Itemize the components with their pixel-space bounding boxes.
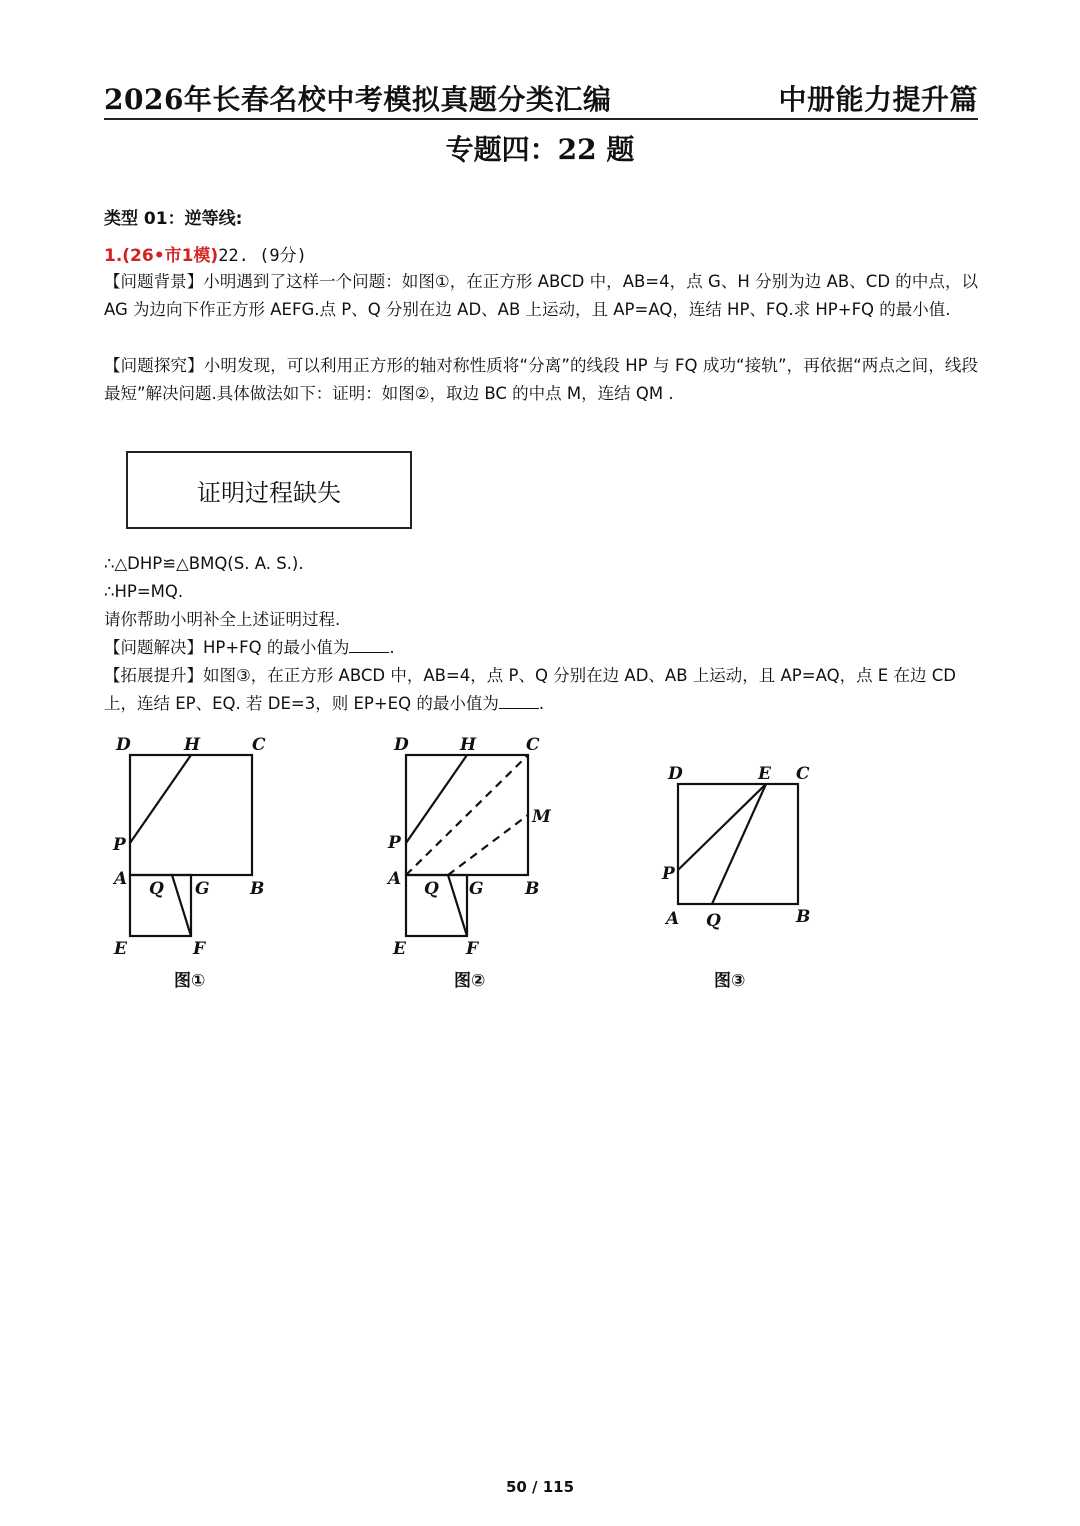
fig3-label-e: E bbox=[758, 764, 771, 784]
fig2-label-q: Q bbox=[424, 879, 439, 899]
fig3-label-q: Q bbox=[706, 911, 721, 931]
extend-line-a: 【拓展提升】如图③，在正方形 ABCD 中，AB=4，点 P、Q 分别在边 AD、AB 上运动，且 AP=AQ，点 E 在边 CD bbox=[104, 666, 956, 685]
figures-area bbox=[100, 730, 840, 1000]
geometry-figures bbox=[100, 730, 840, 1000]
answer-blank-2[interactable] bbox=[499, 692, 539, 709]
congruence-line: ∴△DHP≌△BMQ(S. A. S.). bbox=[104, 554, 304, 573]
fig3-label-a: A bbox=[666, 909, 680, 929]
fig1-label-g: G bbox=[195, 879, 210, 899]
figure-3 bbox=[678, 784, 798, 904]
problem-background: 【问题背景】小明遇到了这样一个问题：如图①，在正方形 ABCD 中，AB=4，点 G、H 分别为边 AB、CD 的中点，以 AG 为边向下作正方形 AEFG.点 P、Q 分别在边 AD、AB 上运动，且 AP=AQ，连结 HP、FQ.求 HP+FQ 的最小值. bbox=[104, 272, 978, 319]
extend-prefix: 上，连结 EP、EQ. 若 DE=3，则 EP+EQ 的最小值为 bbox=[104, 694, 499, 713]
fig3-segment-eq bbox=[712, 784, 766, 904]
fig2-segment-qm bbox=[448, 815, 528, 875]
solve-suffix: . bbox=[389, 638, 395, 657]
question-source: 1.(26•市1模) bbox=[104, 246, 219, 266]
fig2-label-p: P bbox=[388, 833, 401, 853]
solve-line bbox=[104, 634, 978, 662]
extend-suffix: . bbox=[538, 694, 545, 713]
fig2-segment-qf bbox=[448, 875, 467, 936]
fig2-label-g: G bbox=[469, 879, 484, 899]
fig2-label-d: D bbox=[394, 735, 409, 755]
extend-line-b bbox=[104, 690, 978, 718]
instruction-line: 请你帮助小明补全上述证明过程. bbox=[104, 610, 341, 629]
figure-1 bbox=[130, 755, 252, 936]
equal-line: ∴HP=MQ. bbox=[104, 582, 184, 601]
answer-blank-1[interactable] bbox=[349, 636, 389, 653]
fig1-label-f: F bbox=[193, 939, 206, 959]
fig1-label-e: E bbox=[114, 939, 127, 959]
fig1-label-p: P bbox=[113, 835, 126, 855]
fig3-segment-ep bbox=[678, 784, 766, 870]
fig2-label-h: H bbox=[460, 735, 477, 755]
fig1-label-q: Q bbox=[149, 879, 164, 899]
fig2-label-a: A bbox=[388, 869, 402, 889]
missing-proof-box: 证明过程缺失 bbox=[126, 451, 412, 529]
problem-explore: 【问题探究】小明发现，可以利用正方形的轴对称性质将“分离”的线段 HP 与 FQ 成功“接轨”，再依据“两点之间，线段最短”解决问题.具体做法如下：证明：如图②，取边 BC 的中点 M，连结 QM . bbox=[104, 356, 978, 403]
fig1-label-b: B bbox=[250, 879, 265, 899]
fig3-caption: 图③ bbox=[714, 971, 746, 991]
fig2-label-f: F bbox=[466, 939, 479, 959]
fig2-label-c: C bbox=[526, 735, 540, 755]
fig3-label-b: B bbox=[796, 907, 811, 927]
fig1-label-d: D bbox=[116, 735, 131, 755]
fig1-label-c: C bbox=[252, 735, 266, 755]
page-number: 50 / 115 bbox=[505, 1478, 575, 1496]
fig3-label-c: C bbox=[796, 764, 810, 784]
fig2-label-b: B bbox=[525, 879, 540, 899]
topic-title: 专题四：22 题 bbox=[445, 133, 635, 166]
header-title: 2026年长春名校中考模拟真题分类汇编 bbox=[104, 83, 612, 116]
fig2-segment-hp bbox=[406, 755, 467, 843]
solve-prefix: 【问题解决】HP+FQ 的最小值为 bbox=[104, 638, 350, 657]
fig3-label-p: P bbox=[662, 864, 675, 884]
fig1-caption: 图① bbox=[174, 971, 206, 991]
fig1-label-h: H bbox=[184, 735, 201, 755]
fig1-segment-qf bbox=[172, 875, 191, 936]
header-section: 中册能力提升篇 bbox=[778, 83, 978, 116]
question-line bbox=[104, 241, 307, 266]
fig2-label-e: E bbox=[393, 939, 406, 959]
fig1-segment-hp bbox=[130, 755, 191, 843]
question-number: 22. (9分) bbox=[218, 246, 307, 266]
fig2-label-m: M bbox=[532, 807, 551, 827]
extend-line bbox=[104, 662, 978, 718]
fig1-label-a: A bbox=[114, 869, 128, 889]
fig3-label-d: D bbox=[668, 764, 683, 784]
page-header bbox=[104, 78, 978, 120]
type-label: 类型 01：逆等线: bbox=[104, 209, 243, 229]
fig2-caption: 图② bbox=[454, 971, 486, 991]
figure-2 bbox=[406, 755, 528, 936]
